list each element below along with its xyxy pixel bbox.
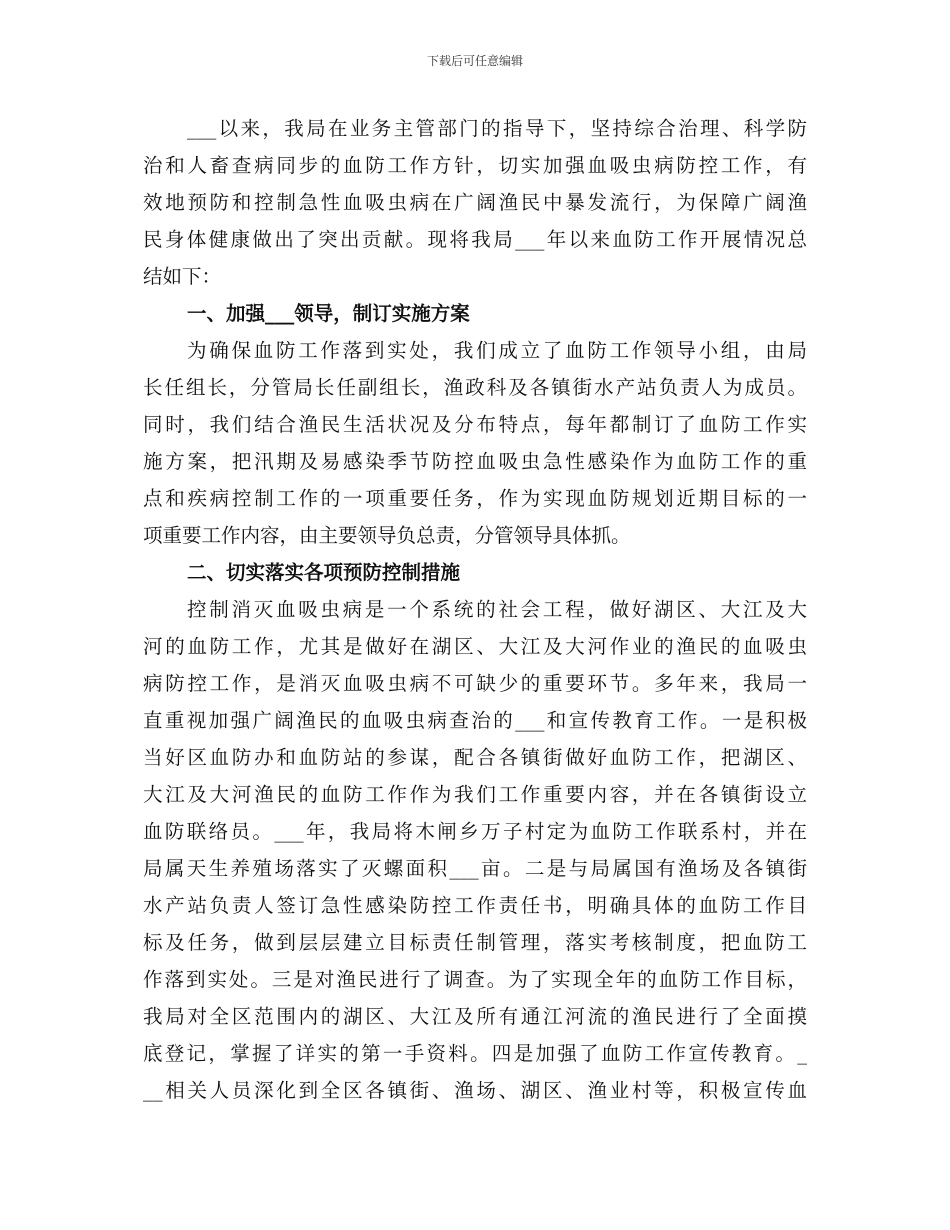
- paragraph-line: 结如下：: [143, 265, 222, 288]
- paragraph-line: 局属天生养殖场落实了灭螺面积___亩。二是与局属国有渔场及各镇街: [143, 857, 807, 880]
- document-body: [143, 110, 807, 1109]
- paragraph-line: 标及任务，做到层层建立目标责任制管理，落实考核制度，把血防工: [143, 931, 807, 954]
- section-heading: 一、加强___领导，制订实施方案: [187, 302, 470, 325]
- paragraph-line: 施方案，把汛期及易感染季节防控血吸虫急性感染作为血防工作的重: [143, 450, 807, 473]
- paragraph-line: 我局对全区范围内的湖区、大江及所有通江河流的渔民进行了全面摸: [143, 1005, 807, 1028]
- paragraph-line: 同时，我们结合渔民生活状况及分布特点，每年都制订了血防工作实: [143, 413, 807, 436]
- paragraph-line: ___以来，我局在业务主管部门的指导下，坚持综合治理、科学防: [187, 117, 807, 140]
- paragraph-line: 效地预防和控制急性血吸虫病在广阔渔民中暴发流行，为保障广阔渔: [143, 191, 807, 214]
- section-heading: 二、切实落实各项预防控制措施: [187, 561, 461, 584]
- paragraph-line: __相关人员深化到全区各镇街、渔场、湖区、渔业村等，积极宣传血: [143, 1079, 807, 1102]
- paragraph-line: 大江及大河渔民的血防工作作为我们工作重要内容，并在各镇街设立: [143, 783, 807, 806]
- paragraph-line: 血防联络员。___年，我局将木闸乡万子村定为血防工作联系村，并在: [143, 820, 807, 843]
- paragraph-line: 病防控工作，是消灭血吸虫病不可缺少的重要环节。多年来，我局一: [143, 672, 807, 695]
- paragraph-line: 长任组长，分管局长任副组长，渔政科及各镇街水产站负责人为成员。: [143, 376, 807, 399]
- paragraph-line: 民身体健康做出了突出贡献。现将我局___年以来血防工作开展情况总: [143, 228, 807, 251]
- paragraph-line: 控制消灭血吸虫病是一个系统的社会工程，做好湖区、大江及大: [187, 598, 807, 621]
- paragraph-line: 治和人畜查病同步的血防工作方针，切实加强血吸虫病防控工作，有: [143, 154, 807, 177]
- paragraph-line: 河的血防工作，尤其是做好在湖区、大江及大河作业的渔民的血吸虫: [143, 635, 807, 658]
- paragraph-line: 为确保血防工作落到实处，我们成立了血防工作领导小组，由局: [187, 339, 807, 362]
- paragraph-line: 作落到实处。三是对渔民进行了调查。为了实现全年的血防工作目标，: [143, 968, 807, 991]
- paragraph-line: 水产站负责人签订急性感染防控工作责任书，明确具体的血防工作目: [143, 894, 807, 917]
- paragraph-line: 项重要工作内容，由主要领导负总责，分管领导具体抓。: [143, 524, 631, 547]
- paragraph-line: 点和疾病控制工作的一项重要任务，作为实现血防规划近期目标的一: [143, 487, 807, 510]
- paragraph-line: 底登记，掌握了详实的第一手资料。四是加强了血防工作宣传教育。_: [143, 1042, 807, 1065]
- paragraph-line: 直重视加强广阔渔民的血吸虫病查治的___和宣传教育工作。一是积极: [143, 709, 807, 732]
- paragraph-line: 当好区血防办和血防站的参谋，配合各镇街做好血防工作，把湖区、: [143, 746, 807, 769]
- page-header: 下载后可任意编辑: [426, 54, 523, 68]
